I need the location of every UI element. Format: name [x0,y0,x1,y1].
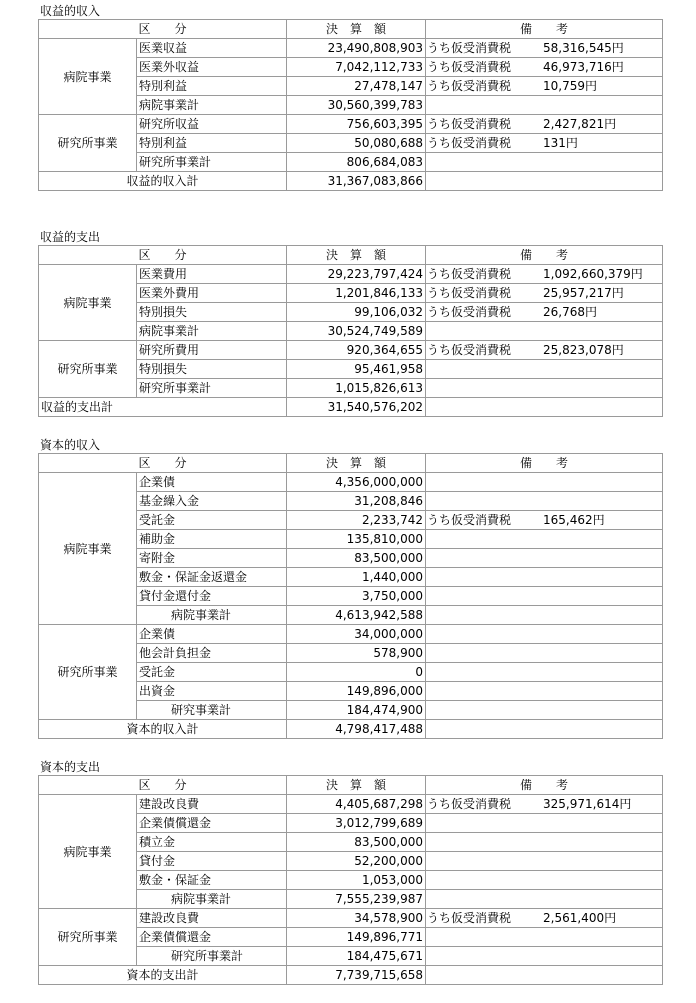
header-biko: 備 考 [426,776,663,795]
amount-cell: 31,208,846 [287,492,426,511]
tax-amount: 10,759円 [543,79,598,93]
item-cell: 出資金 [137,682,287,701]
item-cell: 特別損失 [137,360,287,379]
table-header-row [39,776,663,795]
item-cell: 研究所事業計 [137,947,287,966]
table-row [39,909,663,928]
category-cell: 研究所事業 [39,625,137,720]
amount-cell: 99,106,032 [287,303,426,322]
table-row [39,39,663,58]
item-cell: 敷金・保証金返還金 [137,568,287,587]
section-title-revenue-income: 収益的収入 [40,4,101,18]
note-cell [426,549,663,568]
note-cell [426,322,663,341]
amount-cell: 34,000,000 [287,625,426,644]
note-cell [426,398,663,417]
amount-cell: 1,201,846,133 [287,284,426,303]
item-cell: 特別損失 [137,303,287,322]
tax-label: うち仮受消費税 [427,305,512,319]
note-cell [426,134,663,153]
item-cell: 受託金 [137,511,287,530]
note-cell [426,814,663,833]
tax-label: うち仮受消費税 [427,136,512,150]
amount-cell: 920,364,655 [287,341,426,360]
note-cell [426,530,663,549]
item-cell: 病院事業計 [137,322,287,341]
header-kubun: 区 分 [39,776,287,795]
note-cell [426,909,663,928]
amount-cell: 135,810,000 [287,530,426,549]
category-cell: 病院事業 [39,39,137,115]
revenue-income-table [38,19,663,191]
amount-cell: 578,900 [287,644,426,663]
tax-amount: 26,768円 [543,305,598,319]
note-cell [426,890,663,909]
item-cell: 研究所費用 [137,341,287,360]
table-row [39,115,663,134]
header-kessan: 決 算 額 [287,20,426,39]
header-kubun: 区 分 [39,20,287,39]
total-amount: 31,540,576,202 [287,398,426,417]
amount-cell: 1,440,000 [287,568,426,587]
item-cell: 研究所事業計 [137,379,287,398]
tax-amount: 325,971,614円 [543,797,632,811]
table-row [39,625,663,644]
note-cell [426,625,663,644]
item-cell: 基金繰入金 [137,492,287,511]
note-cell [426,511,663,530]
item-cell: 建設改良費 [137,909,287,928]
total-row [39,398,663,417]
capital-income-table [38,453,663,739]
note-cell [426,852,663,871]
tax-amount: 25,823,078円 [543,343,624,357]
item-cell: 医業外費用 [137,284,287,303]
total-label: 収益的収入計 [39,172,287,191]
tax-amount: 2,427,821円 [543,117,617,131]
item-cell: 特別利益 [137,134,287,153]
note-cell [426,303,663,322]
tax-amount: 165,462円 [543,513,605,527]
note-cell [426,644,663,663]
total-row [39,966,663,985]
item-cell: 貸付金 [137,852,287,871]
tax-amount: 2,561,400円 [543,911,617,925]
item-cell: 研究所事業計 [137,153,287,172]
table-row [39,265,663,284]
note-cell [426,265,663,284]
item-cell: 医業費用 [137,265,287,284]
item-cell: 貸付金還付金 [137,587,287,606]
category-cell: 病院事業 [39,265,137,341]
note-cell [426,871,663,890]
amount-cell: 83,500,000 [287,549,426,568]
amount-cell: 4,405,687,298 [287,795,426,814]
note-cell [426,473,663,492]
amount-cell: 1,015,826,613 [287,379,426,398]
note-cell [426,833,663,852]
table-header-row [39,454,663,473]
item-cell: 企業債償還金 [137,814,287,833]
amount-cell: 4,356,000,000 [287,473,426,492]
category-cell: 研究所事業 [39,341,137,398]
amount-cell: 83,500,000 [287,833,426,852]
note-cell [426,58,663,77]
item-cell: 病院事業計 [137,606,287,625]
item-cell: 研究事業計 [137,701,287,720]
note-cell [426,720,663,739]
amount-cell: 2,233,742 [287,511,426,530]
item-cell: 補助金 [137,530,287,549]
tax-label: うち仮受消費税 [427,343,512,357]
header-biko: 備 考 [426,20,663,39]
header-kessan: 決 算 額 [287,454,426,473]
tax-label: うち仮受消費税 [427,267,512,281]
amount-cell: 184,474,900 [287,701,426,720]
item-cell: 企業債 [137,473,287,492]
amount-cell: 4,613,942,588 [287,606,426,625]
item-cell: 特別利益 [137,77,287,96]
header-kessan: 決 算 額 [287,246,426,265]
tax-amount: 25,957,217円 [543,286,624,300]
item-cell: 医業外収益 [137,58,287,77]
tax-amount: 1,092,660,379円 [543,267,643,281]
total-row [39,172,663,191]
amount-cell: 3,750,000 [287,587,426,606]
amount-cell: 29,223,797,424 [287,265,426,284]
table-header-row [39,246,663,265]
total-label: 資本的支出計 [39,966,287,985]
amount-cell: 806,684,083 [287,153,426,172]
header-biko: 備 考 [426,454,663,473]
note-cell [426,568,663,587]
note-cell [426,928,663,947]
tax-amount: 131円 [543,136,578,150]
table-row [39,473,663,492]
item-cell: 企業債償還金 [137,928,287,947]
category-cell: 研究所事業 [39,909,137,966]
section-title-capital-income: 資本的収入 [40,438,101,452]
note-cell [426,663,663,682]
header-kubun: 区 分 [39,246,287,265]
note-cell [426,284,663,303]
tax-label: うち仮受消費税 [427,79,512,93]
tax-label: うち仮受消費税 [427,513,512,527]
amount-cell: 7,555,239,987 [287,890,426,909]
item-cell: 受託金 [137,663,287,682]
category-cell: 病院事業 [39,795,137,909]
amount-cell: 30,524,749,589 [287,322,426,341]
header-kessan: 決 算 額 [287,776,426,795]
note-cell [426,795,663,814]
header-kubun: 区 分 [39,454,287,473]
total-row [39,720,663,739]
amount-cell: 0 [287,663,426,682]
item-cell: 研究所収益 [137,115,287,134]
amount-cell: 149,896,000 [287,682,426,701]
note-cell [426,172,663,191]
amount-cell: 23,490,808,903 [287,39,426,58]
note-cell [426,96,663,115]
note-cell [426,587,663,606]
total-label: 資本的収入計 [39,720,287,739]
amount-cell: 1,053,000 [287,871,426,890]
total-amount: 31,367,083,866 [287,172,426,191]
item-cell: 積立金 [137,833,287,852]
amount-cell: 7,042,112,733 [287,58,426,77]
amount-cell: 30,560,399,783 [287,96,426,115]
note-cell [426,39,663,58]
amount-cell: 27,478,147 [287,77,426,96]
total-label: 収益的支出計 [39,398,287,417]
total-amount: 7,739,715,658 [287,966,426,985]
amount-cell: 756,603,395 [287,115,426,134]
item-cell: 他会計負担金 [137,644,287,663]
note-cell [426,379,663,398]
amount-cell: 184,475,671 [287,947,426,966]
amount-cell: 52,200,000 [287,852,426,871]
tax-label: うち仮受消費税 [427,797,512,811]
category-cell: 研究所事業 [39,115,137,172]
item-cell: 企業債 [137,625,287,644]
tax-label: うち仮受消費税 [427,911,512,925]
item-cell: 寄附金 [137,549,287,568]
section-title-capital-expense: 資本的支出 [40,760,101,774]
item-cell: 医業収益 [137,39,287,58]
tax-label: うち仮受消費税 [427,60,512,74]
note-cell [426,701,663,720]
section-title-revenue-expense: 収益的支出 [40,230,101,244]
revenue-expense-table [38,245,663,417]
note-cell [426,360,663,379]
header-biko: 備 考 [426,246,663,265]
note-cell [426,115,663,134]
table-row [39,795,663,814]
amount-cell: 34,578,900 [287,909,426,928]
note-cell [426,77,663,96]
capital-expense-table [38,775,663,985]
tax-amount: 58,316,545円 [543,41,624,55]
note-cell [426,606,663,625]
tax-label: うち仮受消費税 [427,41,512,55]
item-cell: 建設改良費 [137,795,287,814]
note-cell [426,966,663,985]
tax-amount: 46,973,716円 [543,60,624,74]
table-row [39,341,663,360]
note-cell [426,153,663,172]
tax-label: うち仮受消費税 [427,117,512,131]
item-cell: 病院事業計 [137,890,287,909]
tax-label: うち仮受消費税 [427,286,512,300]
note-cell [426,947,663,966]
item-cell: 病院事業計 [137,96,287,115]
amount-cell: 95,461,958 [287,360,426,379]
table-header-row [39,20,663,39]
total-amount: 4,798,417,488 [287,720,426,739]
category-cell: 病院事業 [39,473,137,625]
item-cell: 敷金・保証金 [137,871,287,890]
amount-cell: 3,012,799,689 [287,814,426,833]
note-cell [426,492,663,511]
note-cell [426,682,663,701]
note-cell [426,341,663,360]
amount-cell: 149,896,771 [287,928,426,947]
amount-cell: 50,080,688 [287,134,426,153]
